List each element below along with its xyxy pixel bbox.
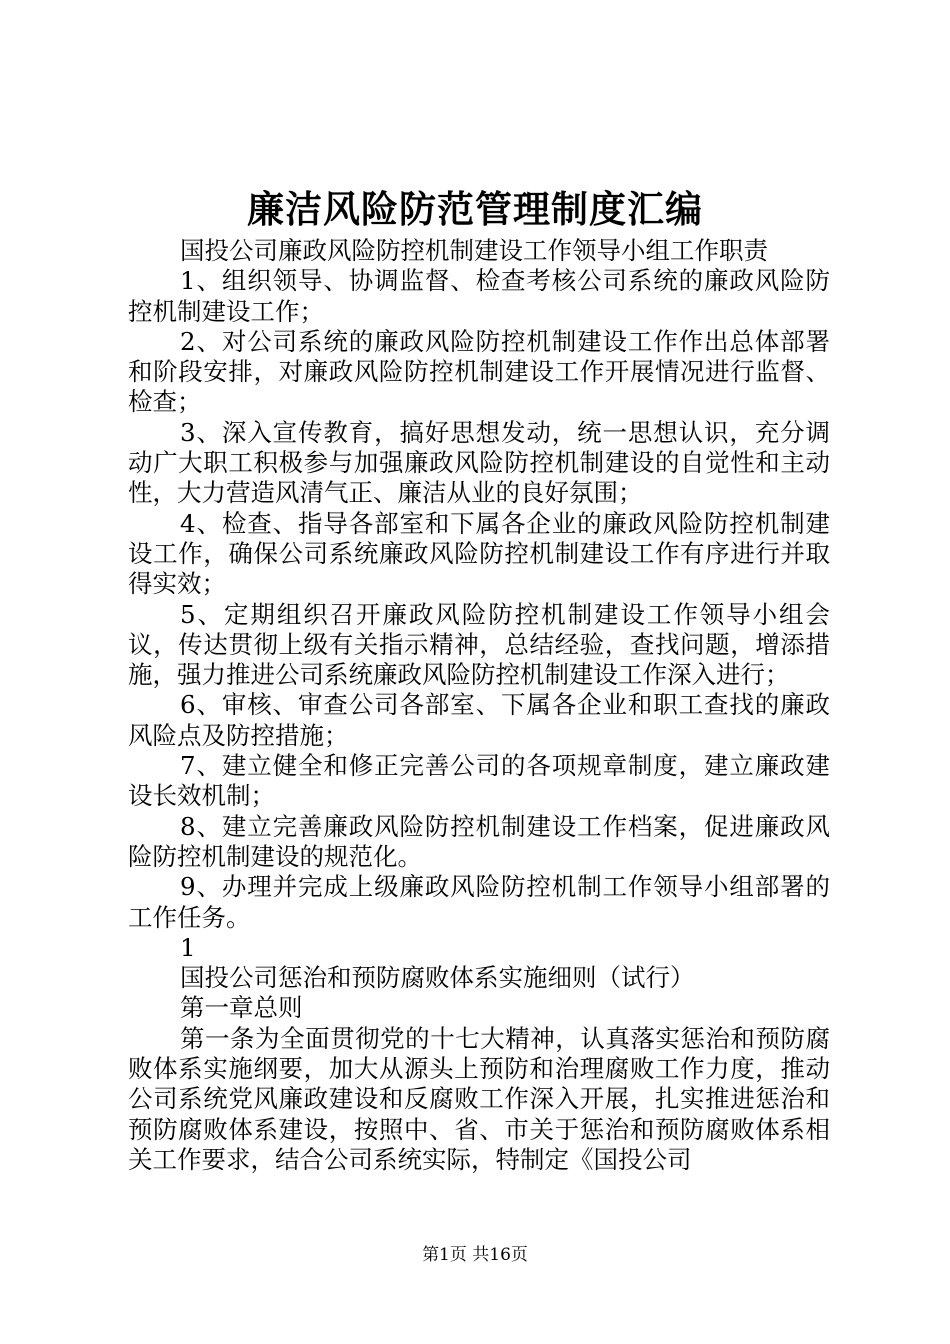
page-number-marker: 1: [180, 932, 196, 962]
paragraph: 7、建立健全和修正完善公司的各项规章制度，建立廉政建设长效机制；: [128, 751, 830, 811]
paragraph: 国投公司廉政风险防控机制建设工作领导小组工作职责: [180, 236, 768, 265]
paragraph: 5、定期组织召开廉政风险防控机制建设工作领导小组会议，传达贯彻上级有关指示精神，总结经验，查找问题，增添措施，强力推进公司系统廉政风险防控机制建设工作深入进行；: [128, 599, 830, 690]
paragraph: 1、组织领导、协调监督、检查考核公司系统的廉政风险防控机制建设工作；: [128, 266, 830, 326]
paragraph: 3、深入宣传教育，搞好思想发动，统一思想认识，充分调动广大职工积极参与加强廉政风险防控机制建设的自觉性和主动性，大力营造风清气正、廉洁从业的良好氛围；: [128, 417, 830, 508]
chapter-heading: 第一章总则: [180, 993, 303, 1023]
section-heading: 国投公司惩治和预防腐败体系实施细则（试行）: [180, 963, 695, 993]
paragraph: 第一条为全面贯彻党的十七大精神，认真落实惩治和预防腐败体系实施纲要，加大从源头上预防和治理腐败工作力度，推动公司系统党风廉政建设和反腐败工作深入开展，扎实推进惩治和预防腐败体系建设，按照中、省、市关于惩治和预防腐败体系相关工作要求，结合公司系统实际，特制定《国投公司: [128, 1023, 830, 1174]
paragraph: 8、建立完善廉政风险防控机制建设工作档案，促进廉政风险防控机制建设的规范化。: [128, 811, 830, 871]
paragraph: 6、审核、审查公司各部室、下属各企业和职工查找的廉政风险点及防控措施；: [128, 690, 830, 750]
paragraph: 4、检查、指导各部室和下属各企业的廉政风险防控机制建设工作，确保公司系统廉政风险防控机制建设工作有序进行并取得实效；: [128, 508, 830, 599]
paragraph: 2、对公司系统的廉政风险防控机制建设工作作出总体部署和阶段安排，对廉政风险防控机制建设工作开展情况进行监督、检查；: [128, 326, 830, 417]
document-title: 廉洁风险防范管理制度汇编: [247, 187, 703, 231]
document-body: [128, 236, 830, 1175]
paragraph: 9、办理并完成上级廉政风险防控机制工作领导小组部署的工作任务。: [128, 872, 830, 932]
page-footer: 第1页 共16页: [422, 1245, 528, 1265]
